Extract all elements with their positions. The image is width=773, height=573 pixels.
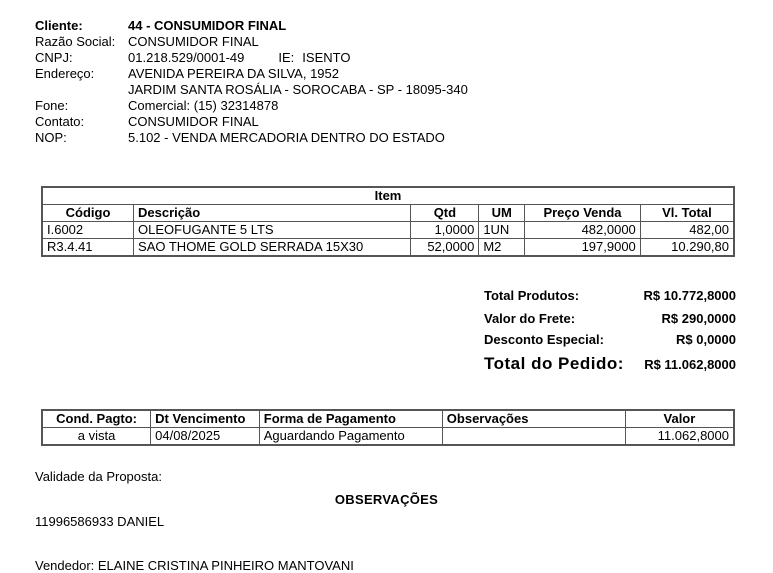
razao-value: CONSUMIDOR FINAL	[128, 34, 259, 49]
cliente-label: Cliente:	[35, 18, 83, 33]
item-codigo: I.6002	[42, 222, 134, 239]
razao-row	[35, 34, 468, 50]
endereco-row-2	[35, 82, 468, 98]
desconto-label: Desconto Especial:	[484, 332, 604, 347]
endereco-line2: JARDIM SANTA ROSÁLIA - SOROCABA - SP - 18095-340	[128, 82, 468, 97]
items-header-row	[42, 205, 734, 222]
col-header-observacoes: Observações	[442, 410, 625, 428]
validade-proposta: Validade da Proposta:	[35, 469, 162, 484]
desconto-value: R$ 0,0000	[676, 332, 736, 347]
table-row	[42, 239, 734, 257]
fone-row	[35, 98, 468, 114]
item-descricao: SAO THOME GOLD SERRADA 15X30	[134, 239, 411, 257]
item-qtd: 1,0000	[411, 222, 479, 239]
total-pedido-label: Total do Pedido:	[484, 354, 624, 373]
payment-valor: 11.062,8000	[625, 428, 734, 446]
cliente-value: 44 - CONSUMIDOR FINAL	[128, 18, 287, 33]
endereco-row	[35, 66, 468, 82]
item-total: 10.290,80	[640, 239, 734, 257]
table-row	[42, 222, 734, 239]
total-produtos-value: R$ 10.772,8000	[643, 288, 736, 303]
items-title-row	[42, 187, 734, 205]
nop-label: NOP:	[35, 130, 67, 145]
contato-label: Contato:	[35, 114, 85, 129]
contato-row	[35, 114, 468, 130]
item-um: 1UN	[479, 222, 525, 239]
payment-header-row	[42, 410, 734, 428]
total-pedido-value: R$ 11.062,8000	[644, 357, 736, 372]
endereco-line1: AVENIDA PEREIRA DA SILVA, 1952	[128, 66, 339, 81]
totals-block	[484, 288, 736, 374]
observacoes-text: 11996586933 DANIEL	[35, 514, 165, 529]
fone-value: Comercial: (15) 32314878	[128, 98, 279, 113]
cnpj-label: CNPJ:	[35, 50, 73, 65]
endereco-spacer	[35, 82, 128, 98]
valor-frete-row	[484, 311, 736, 332]
item-codigo: R3.4.41	[42, 239, 134, 257]
valor-frete-label: Valor do Frete:	[484, 311, 576, 326]
col-header-dt-vencimento: Dt Vencimento	[151, 410, 260, 428]
item-descricao: OLEOFUGANTE 5 LTS	[134, 222, 411, 239]
cnpj-value: 01.218.529/0001-49	[128, 50, 245, 65]
nop-value: 5.102 - VENDA MERCADORIA DENTRO DO ESTADO	[128, 130, 445, 145]
contato-value: CONSUMIDOR FINAL	[128, 114, 259, 129]
valor-frete-value: R$ 290,0000	[661, 311, 736, 326]
payment-observacoes	[442, 428, 625, 446]
fone-label: Fone:	[35, 98, 69, 113]
payment-forma: Aguardando Pagamento	[259, 428, 442, 446]
total-produtos-row	[484, 288, 736, 311]
cliente-row	[35, 18, 468, 34]
total-pedido-row	[484, 354, 736, 374]
client-info	[35, 18, 468, 146]
col-header-descricao: Descrição	[134, 205, 411, 222]
col-header-um: UM	[479, 205, 525, 222]
observacoes-title: OBSERVAÇÕES	[334, 492, 439, 507]
items-title: Item	[42, 187, 734, 205]
vendedor: Vendedor: ELAINE CRISTINA PINHEIRO MANTOVANI	[35, 558, 354, 573]
endereco-label: Endereço:	[35, 66, 95, 81]
total-produtos-label: Total Produtos:	[484, 288, 580, 303]
item-preco: 197,9000	[525, 239, 641, 257]
item-total: 482,00	[640, 222, 734, 239]
col-header-qtd: Qtd	[411, 205, 479, 222]
payment-vencimento: 04/08/2025	[151, 428, 260, 446]
item-um: M2	[479, 239, 525, 257]
item-qtd: 52,0000	[411, 239, 479, 257]
col-header-preco: Preço Venda	[525, 205, 641, 222]
nop-row	[35, 130, 468, 146]
items-table	[41, 186, 735, 257]
col-header-cond-pagto: Cond. Pagto:	[42, 410, 151, 428]
payment-cond: a vista	[42, 428, 151, 446]
col-header-valor: Valor	[625, 410, 734, 428]
cnpj-row	[35, 50, 468, 66]
item-preco: 482,0000	[525, 222, 641, 239]
razao-label: Razão Social:	[35, 34, 116, 49]
payment-table	[41, 409, 735, 446]
col-header-codigo: Código	[42, 205, 134, 222]
col-header-forma-pagamento: Forma de Pagamento	[259, 410, 442, 428]
table-row	[42, 428, 734, 446]
ie-label: IE:	[278, 50, 295, 65]
ie-value: ISENTO	[302, 50, 351, 65]
desconto-row	[484, 332, 736, 354]
col-header-total: Vl. Total	[640, 205, 734, 222]
